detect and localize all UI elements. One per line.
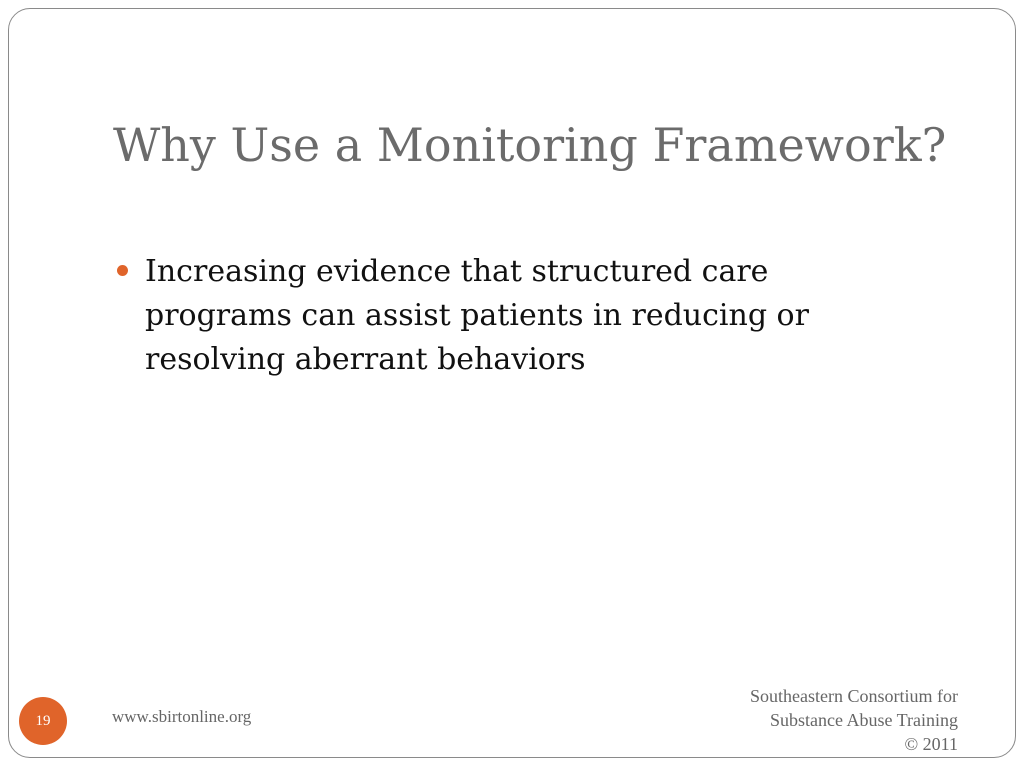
- page-number-badge: [19, 697, 67, 745]
- page-number: 19: [35, 712, 51, 729]
- credit-line: Substance Abuse Training: [769, 710, 958, 730]
- slide-title: Why Use a Monitoring Framework?: [113, 118, 947, 172]
- credit-line: Southeastern Consortium for: [750, 686, 958, 706]
- bullet-list: [113, 250, 873, 382]
- bullet-item: [113, 250, 873, 382]
- footer-website: www.sbirtonline.org: [112, 707, 252, 726]
- credit-line: © 2011: [904, 734, 958, 754]
- footer-credit: [750, 684, 958, 756]
- bullet-icon: [117, 265, 128, 276]
- bullet-text: Increasing evidence that structured care programs can assist patients in reducing or resolving aberrant behaviors: [145, 254, 809, 377]
